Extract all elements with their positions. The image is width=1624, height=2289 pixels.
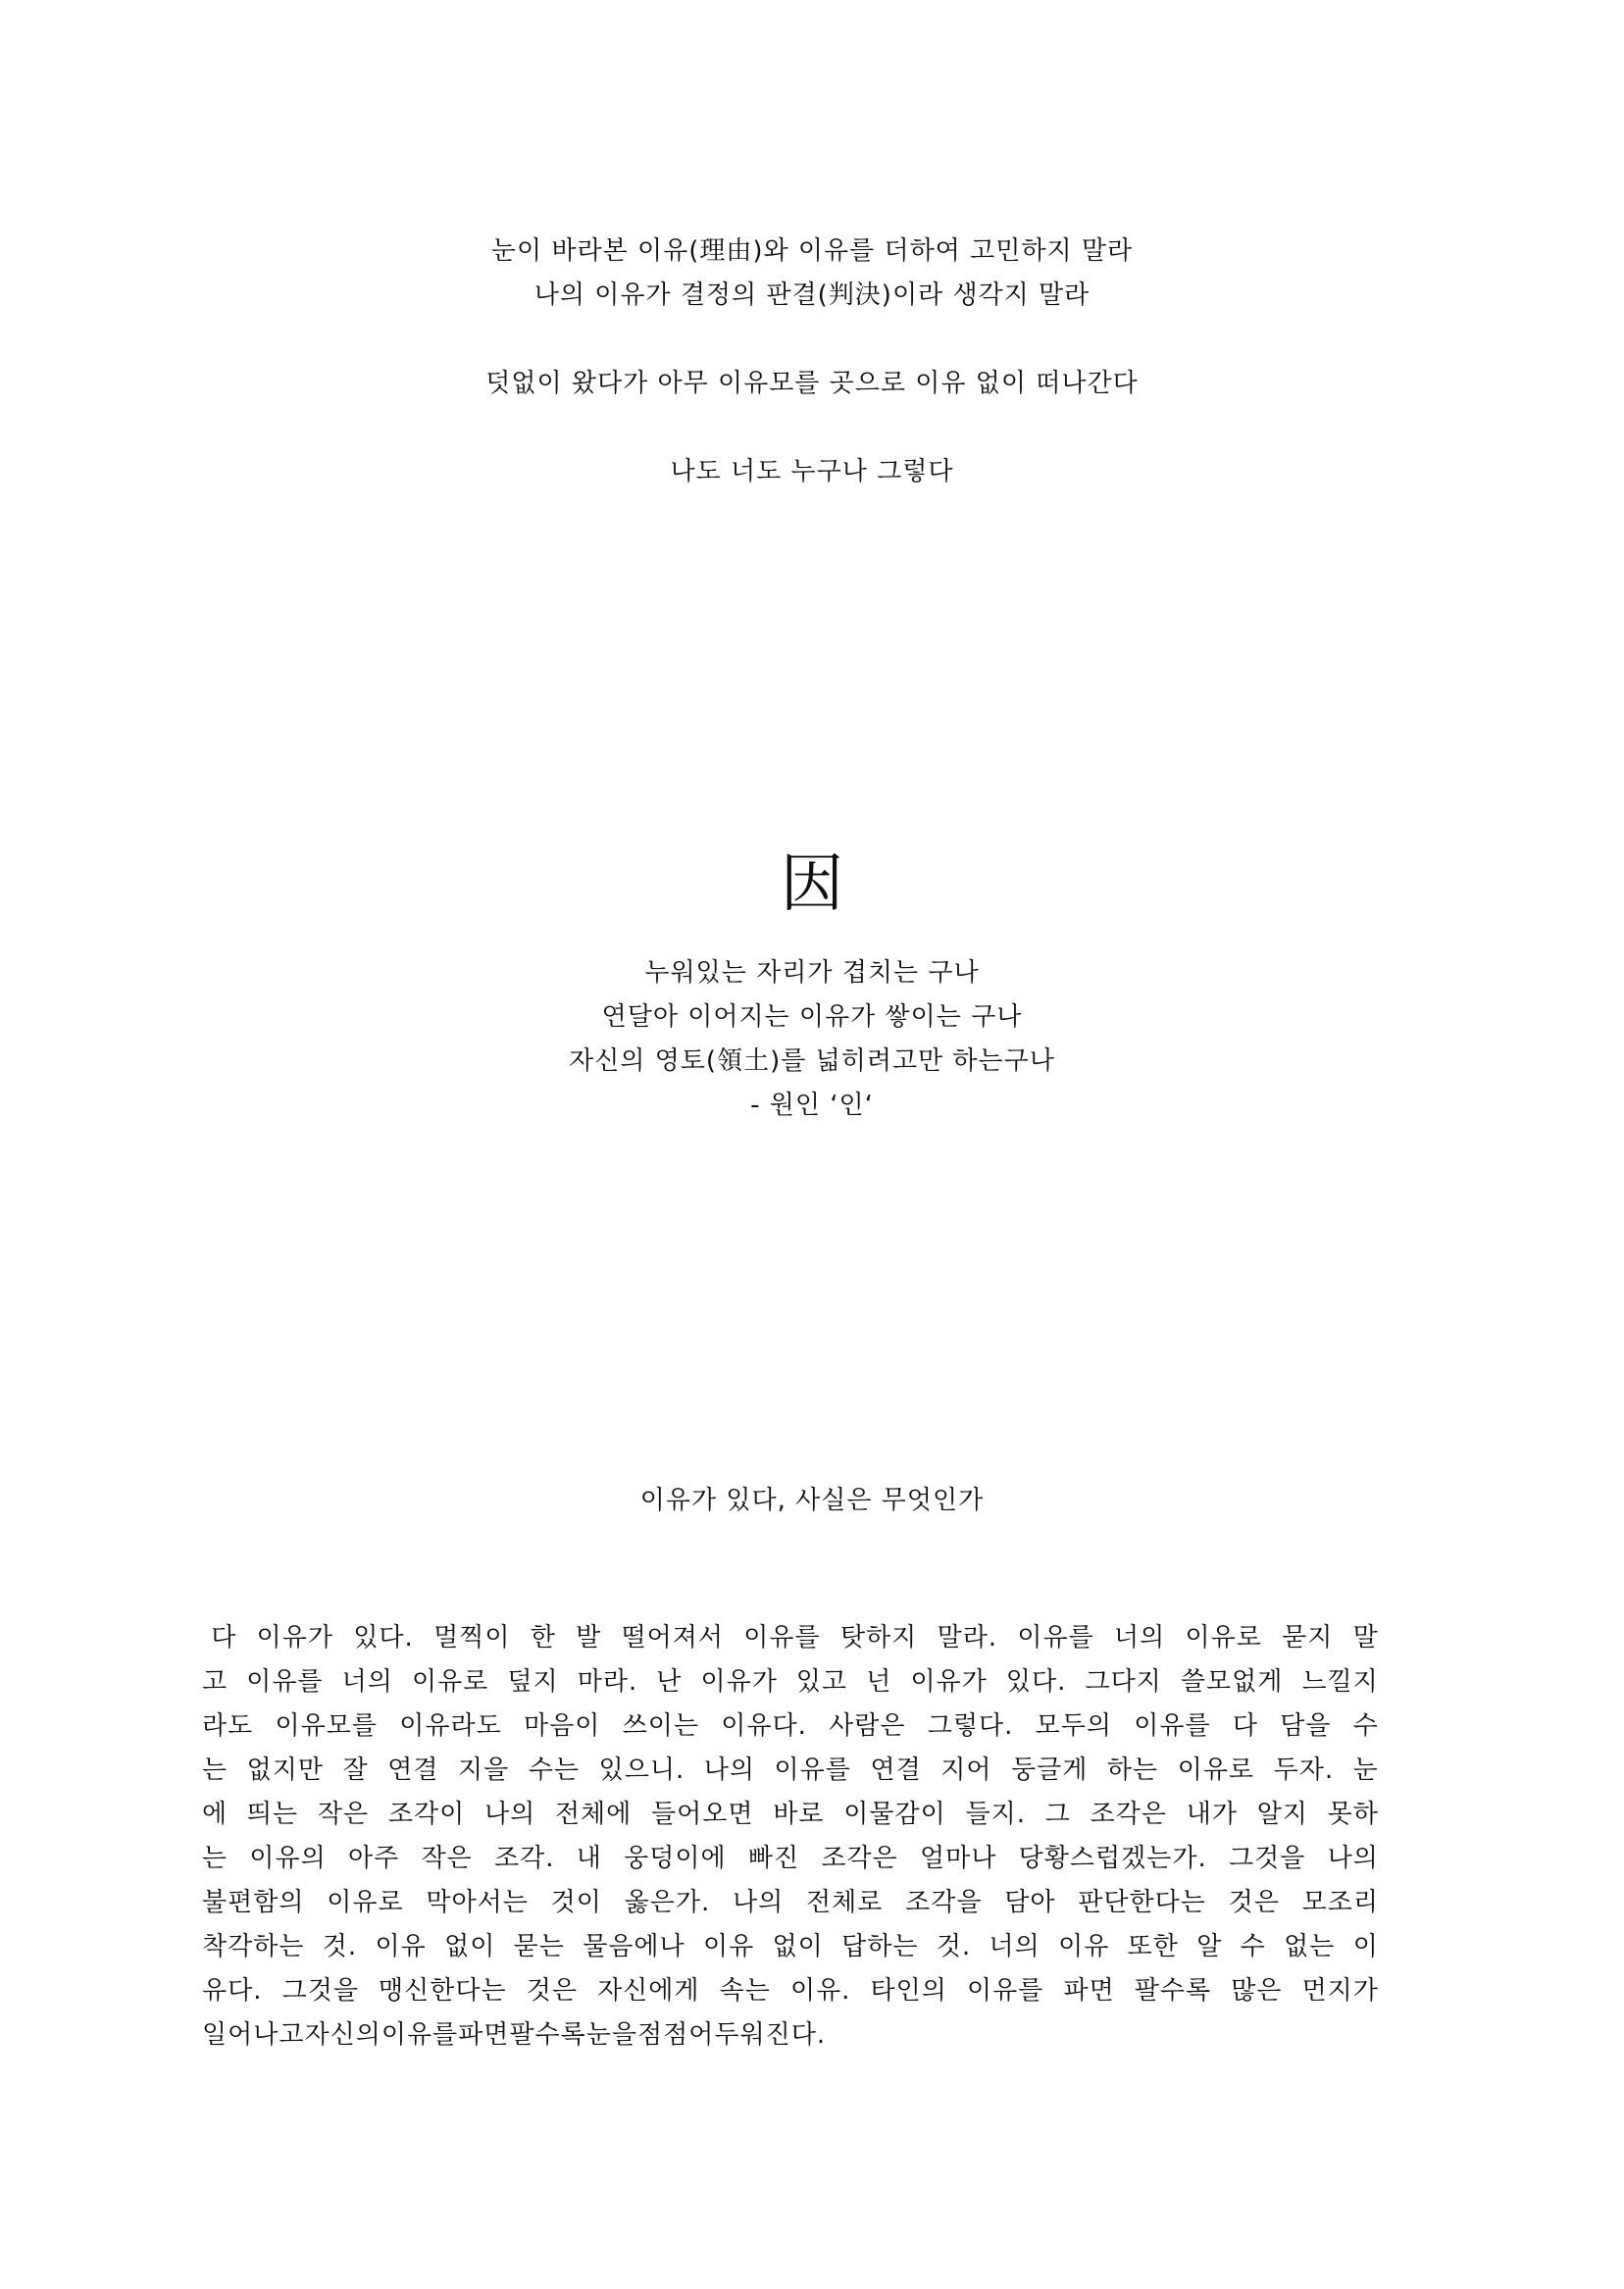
prose-word: 띄는: [246, 1800, 299, 1829]
prose-word: 이유로: [327, 1888, 404, 1917]
prose-word: 담을: [1280, 1711, 1332, 1741]
prose-word: 전체에: [554, 1800, 633, 1829]
prose-word: 쓰이는: [622, 1711, 699, 1741]
prose-word: 먼지가: [1301, 1976, 1379, 2006]
prose-line: [202, 1793, 1379, 1837]
prose-word: 나의: [703, 1755, 755, 1785]
prose-word: 조각이: [387, 1800, 466, 1829]
prose-word: 이유를: [1134, 1711, 1211, 1741]
prose-word: 너의: [989, 1932, 1040, 1961]
prose-word: 난: [656, 1667, 683, 1697]
poem-line: 덧없이 왔다가 아무 이유모를 곳으로 이유 없이 떠나간다: [485, 369, 1139, 398]
prose-word: 이유가: [256, 1623, 334, 1653]
prose-word: 눈을: [585, 2020, 638, 2050]
prose-word: 에: [202, 1800, 228, 1829]
prose-word: 이유를: [381, 2020, 459, 2050]
prose-word: 탓하지: [839, 1623, 918, 1653]
prose-word: 라도: [202, 1711, 254, 1741]
prose-word: 고: [202, 1667, 228, 1697]
prose-line: [202, 1969, 1379, 2013]
prose-word: 연결: [870, 1755, 922, 1785]
prose-word: 묻지: [1282, 1623, 1334, 1653]
prose-word: 맹신한다는: [379, 1976, 507, 2006]
prose-word: 있으니.: [598, 1755, 685, 1785]
prose-line: [202, 1660, 1379, 1704]
prose-word: 쓸모없게: [1180, 1667, 1284, 1697]
prose-word: 그렇다.: [927, 1711, 1014, 1741]
prose-word: 있다.: [1005, 1667, 1067, 1697]
stanza-gap: [0, 406, 1624, 450]
prose-word: 나의: [732, 1888, 785, 1917]
prose-word: 것.: [936, 1932, 972, 1961]
prose-word: 그다지: [1085, 1667, 1162, 1697]
prose-word: 이유가: [700, 1667, 778, 1697]
prose-word: 것은: [1228, 1888, 1280, 1917]
prose-word: 조각.: [494, 1844, 555, 1873]
prose-word: 있다.: [353, 1623, 414, 1653]
prose-word: 발: [576, 1623, 602, 1653]
prose-word: 다: [202, 1623, 237, 1653]
prose-word: 덮지: [507, 1667, 559, 1697]
prose-word: 묻는: [513, 1932, 565, 1961]
prose-word: 조각을: [905, 1888, 983, 1917]
prose-line: [202, 1616, 1379, 1660]
prose-word: 마라.: [577, 1667, 638, 1697]
prose-word: 내: [576, 1844, 602, 1873]
prose-word: 불편함의: [202, 1888, 305, 1917]
prose-word: 자신의: [304, 2020, 381, 2050]
prose-word: 알지: [1256, 1800, 1308, 1829]
prose-word: 이유를: [967, 1976, 1044, 2006]
prose-word: 담아: [1004, 1888, 1056, 1917]
poem-line: 자신의 영토(領土)를 넓히려고만 하는구나: [569, 1046, 1055, 1076]
prose-line: [202, 1881, 1379, 1925]
prose-word: 수: [1240, 1932, 1266, 1961]
prose-word: 그것을: [281, 1976, 359, 2006]
prose-word: 빠진: [747, 1844, 800, 1873]
prose-word: 많은: [1231, 1976, 1283, 2006]
prose-word: 들지.: [965, 1800, 1026, 1829]
prose-line: [202, 1837, 1379, 1881]
prose-word: 이유로: [411, 1667, 489, 1697]
prose-word: 이유를: [246, 1667, 324, 1697]
prose-paragraph: [202, 1616, 1379, 2058]
prose-word: 얼마나: [920, 1844, 997, 1873]
prose-word: 조각은: [821, 1844, 898, 1873]
prose-word: 없는: [1284, 1932, 1336, 1961]
prose-word: 조각은: [1090, 1800, 1167, 1829]
prose-line: [202, 1925, 1379, 1969]
prose-word: 일어나고: [202, 2020, 305, 2050]
section-title: 이유가 있다, 사실은 무엇인가: [639, 1486, 985, 1515]
prose-word: 팔수록: [509, 2020, 586, 2050]
prose-word: 지어: [940, 1755, 992, 1785]
prose-word: 이유가: [910, 1667, 988, 1697]
prose-word: 못하: [1327, 1800, 1379, 1829]
poem-line: 누워있는 자리가 겹치는 구나: [644, 958, 980, 988]
prose-word: 이유다.: [721, 1711, 807, 1741]
prose-word: 그: [1044, 1800, 1071, 1829]
prose-word: 사람은: [829, 1711, 906, 1741]
prose-word: 작은: [317, 1800, 370, 1829]
prose-word: 있고: [795, 1667, 848, 1697]
prose-word: 이: [1352, 1932, 1379, 1961]
prose-line: [202, 2013, 1379, 2058]
prose-word: 속는: [719, 1976, 771, 2006]
prose-word: 수는: [528, 1755, 581, 1785]
prose-word: 바로: [773, 1800, 825, 1829]
prose-word: 둥글게: [1011, 1755, 1089, 1785]
prose-word: 작은: [421, 1844, 473, 1873]
prose-word: 그것을: [1229, 1844, 1306, 1873]
prose-word: 나의: [1327, 1844, 1379, 1873]
prose-word: 파면: [458, 2020, 510, 2050]
prose-word: 모두의: [1035, 1711, 1112, 1741]
prose-word: 팔수록: [1134, 1976, 1212, 2006]
poem-line: 나도 너도 누구나 그렇다: [670, 457, 954, 486]
hanja-poem: [0, 951, 1624, 1128]
poem-line: 눈이 바라본 이유(理由)와 이유를 더하여 고민하지 말라: [490, 236, 1134, 266]
prose-word: 지을: [458, 1755, 510, 1785]
prose-word: 이유라도: [399, 1711, 502, 1741]
prose-word: 는: [202, 1755, 228, 1785]
prose-line: [202, 1704, 1379, 1749]
prose-word: 이유로: [1185, 1623, 1262, 1653]
prose-word: 것이: [550, 1888, 602, 1917]
prose-word: 이유를: [1017, 1623, 1094, 1653]
prose-word: 것은: [526, 1976, 578, 2006]
prose-word: 이물감이: [843, 1800, 946, 1829]
opening-poem: [0, 229, 1624, 494]
prose-word: 내가: [1186, 1800, 1238, 1829]
prose-word: 다: [1232, 1711, 1258, 1741]
hanja-title: 因: [781, 848, 843, 921]
poem-line: 연달아 이어지는 이유가 쌓이는 구나: [601, 1002, 1023, 1032]
prose-word: 이유.: [789, 1976, 851, 2006]
poem-attribution: - 원인 ‘인‘: [750, 1091, 874, 1120]
prose-word: 이유의: [249, 1844, 327, 1873]
prose-word: 없이: [444, 1932, 496, 1961]
prose-word: 판단한다는: [1078, 1888, 1206, 1917]
prose-word: 이유: [703, 1932, 755, 1961]
prose-word: 느낄지: [1301, 1667, 1379, 1697]
prose-word: 점점: [637, 2020, 689, 2050]
prose-word: 모조리: [1301, 1888, 1379, 1917]
prose-word: 이유로: [1177, 1755, 1255, 1785]
prose-word: 너의: [1114, 1623, 1166, 1653]
prose-word: 없이: [772, 1932, 824, 1961]
prose-word: 한: [530, 1623, 556, 1653]
prose-word: 들어오면: [651, 1800, 754, 1829]
prose-word: 또한: [1127, 1932, 1179, 1961]
prose-word: 는: [202, 1844, 228, 1873]
prose-word: 것.: [322, 1932, 358, 1961]
prose-word: 자신에게: [597, 1976, 700, 2006]
prose-word: 수: [1352, 1711, 1379, 1741]
prose-word: 어두워진다.: [688, 2020, 827, 2050]
prose-word: 아주: [348, 1844, 400, 1873]
prose-word: 타인의: [870, 1976, 947, 2006]
prose-word: 잘: [342, 1755, 369, 1785]
prose-word: 말: [1352, 1623, 1379, 1653]
prose-word: 착각하는: [202, 1932, 305, 1961]
prose-word: 연결: [387, 1755, 439, 1785]
prose-word: 이유를: [743, 1623, 821, 1653]
prose-word: 이유: [1058, 1932, 1110, 1961]
prose-word: 두자.: [1273, 1755, 1335, 1785]
prose-word: 이유모를: [275, 1711, 378, 1741]
prose-word: 유다.: [202, 1976, 263, 2006]
prose-word: 알: [1196, 1932, 1223, 1961]
prose-word: 떨어져서: [621, 1623, 725, 1653]
prose-word: 물음에나: [583, 1932, 685, 1961]
prose-word: 옳은가.: [624, 1888, 711, 1917]
prose-word: 파면: [1063, 1976, 1115, 2006]
prose-word: 당황스럽겠는가.: [1018, 1844, 1207, 1873]
prose-word: 웅덩이에: [624, 1844, 727, 1873]
prose-word: 너의: [341, 1667, 393, 1697]
prose-word: 마음이: [523, 1711, 601, 1741]
prose-word: 전체로: [805, 1888, 884, 1917]
prose-word: 없지만: [246, 1755, 325, 1785]
prose-word: 말라.: [937, 1623, 998, 1653]
poem-line: 나의 이유가 결정의 판결(判決)이라 생각지 말라: [533, 280, 1091, 310]
prose-word: 이유를: [774, 1755, 851, 1785]
prose-word: 나의: [483, 1800, 536, 1829]
prose-word: 눈: [1352, 1755, 1379, 1785]
prose-word: 이유: [375, 1932, 427, 1961]
prose-word: 하는: [1106, 1755, 1159, 1785]
stanza-gap: [0, 318, 1624, 362]
prose-word: 넌: [866, 1667, 892, 1697]
prose-word: 막아서는: [426, 1888, 529, 1917]
prose-word: 멀찍이: [433, 1623, 511, 1653]
prose-word: 답하는: [841, 1932, 919, 1961]
prose-line: [202, 1749, 1379, 1793]
